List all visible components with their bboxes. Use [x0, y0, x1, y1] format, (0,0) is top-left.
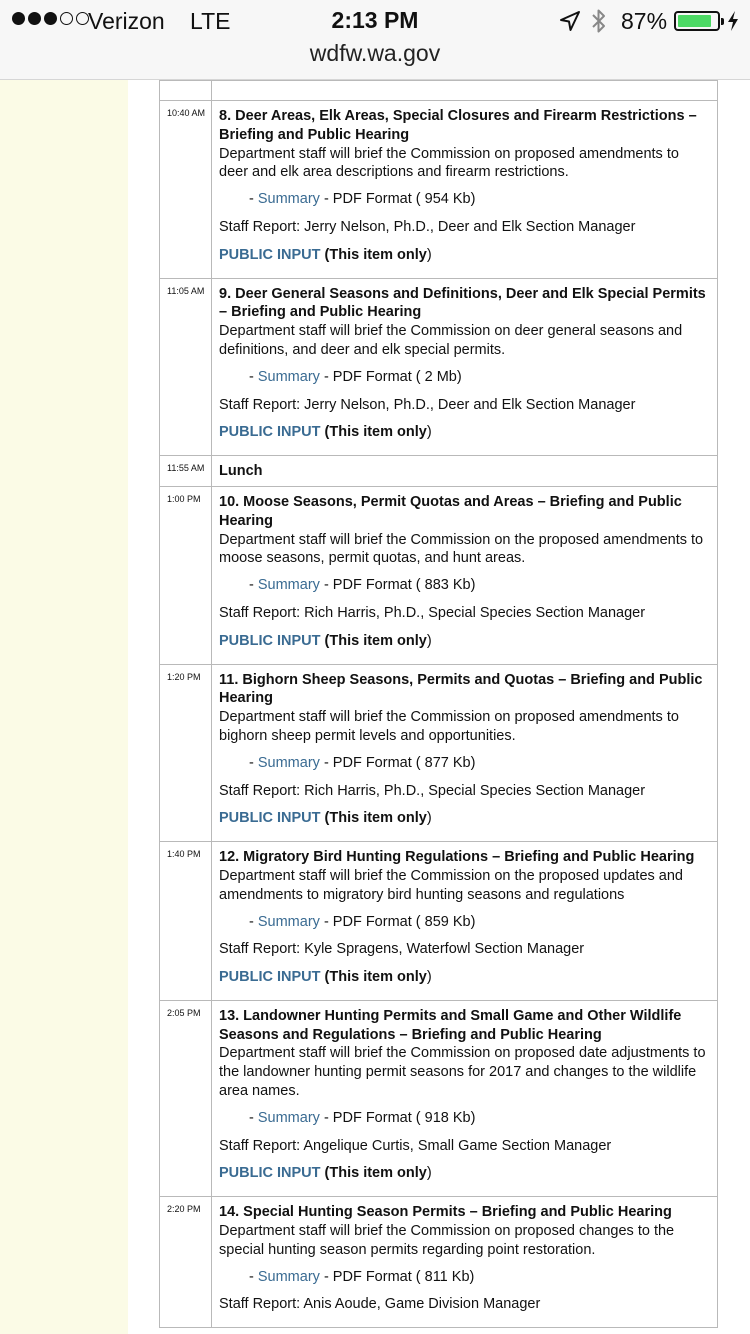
public-input-line — [219, 423, 711, 442]
public-input-link[interactable]: PUBLIC INPUT — [219, 424, 321, 441]
agenda-item-description: Department staff will brief the Commission on proposed date adjustments to the landowner hunting permit seasons for 2017 and changes to the wildlife area names. — [219, 1045, 706, 1100]
table-row — [160, 664, 718, 842]
public-input-link[interactable]: PUBLIC INPUT — [219, 246, 321, 263]
charging-bolt-icon — [726, 10, 740, 32]
staff-report: Staff Report: Rich Harris, Ph.D., Special Species Section Manager — [219, 604, 646, 621]
staff-report: Staff Report: Angelique Curtis, Small Game Section Manager — [219, 1137, 612, 1154]
public-input-close: ) — [426, 424, 432, 441]
public-input-link[interactable]: PUBLIC INPUT — [219, 810, 321, 827]
summary-format: - PDF Format ( 877 Kb) — [323, 754, 476, 771]
public-input-close: ) — [426, 969, 432, 986]
agenda-item-description: Department staff will brief the Commission on proposed changes to the special hunting season permits regarding point restoration. — [219, 1223, 675, 1258]
public-input-line — [219, 809, 711, 828]
public-input-note: (This item only — [324, 810, 427, 827]
public-input-note: (This item only — [324, 424, 427, 441]
table-row — [160, 842, 718, 1001]
public-input-note: (This item only — [324, 246, 427, 263]
agenda-item-title: 13. Landowner Hunting Permits and Small Game and Other Wildlife Seasons and Regulations – Briefing and Public Hearing — [219, 1007, 682, 1043]
public-input-link[interactable]: PUBLIC INPUT — [219, 1165, 321, 1182]
table-row — [160, 278, 718, 456]
table-row-partial — [160, 81, 718, 101]
summary-format: - PDF Format ( 859 Kb) — [323, 913, 476, 930]
agenda-item-description: Department staff will brief the Commission on deer general seasons and definitions, and deer and elk special permits. — [219, 323, 683, 358]
agenda-item-content — [212, 456, 718, 487]
summary-link[interactable]: Summary — [257, 1109, 320, 1126]
public-input-line — [219, 246, 711, 265]
summary-format: - PDF Format ( 883 Kb) — [323, 577, 476, 594]
carrier-name: Verizon — [88, 8, 165, 34]
agenda-item-content — [212, 101, 718, 279]
public-input-close: ) — [426, 810, 432, 827]
agenda-item-description: Department staff will brief the Commission on the proposed updates and amendments to migratory bird hunting seasons and regulations — [219, 867, 683, 903]
address-bar[interactable]: wdfw.wa.gov — [309, 40, 441, 66]
agenda-item-title: 8. Deer Areas, Elk Areas, Special Closures and Firearm Restrictions – Briefing and Public Hearing — [219, 108, 697, 143]
summary-format: - PDF Format ( 918 Kb) — [323, 1109, 476, 1126]
agenda-item-content — [212, 278, 718, 456]
table-row — [160, 101, 718, 279]
agenda-item-content — [212, 664, 718, 842]
agenda-time: 2:05 PM — [160, 1000, 212, 1196]
public-input-close: ) — [426, 632, 432, 649]
agenda-item-description: Department staff will brief the Commission on proposed amendments to deer and elk area descriptions and firearm restrictions. — [219, 145, 679, 181]
page-left-margin — [0, 80, 128, 1334]
public-input-note: (This item only — [324, 1165, 427, 1182]
status-time: 2:13 PM — [331, 7, 419, 33]
public-input-note: (This item only — [324, 632, 427, 649]
agenda-item-title: 9. Deer General Seasons and Definitions, Deer and Elk Special Permits – Briefing and Public Hearing — [219, 285, 706, 321]
summary-dash: - — [249, 913, 258, 930]
summary-link[interactable]: Summary — [257, 1268, 320, 1285]
summary-line — [219, 368, 711, 387]
staff-report: Staff Report: Anis Aoude, Game Division Manager — [219, 1296, 541, 1313]
agenda-time: 2:20 PM — [160, 1197, 212, 1328]
agenda-item-title: 11. Bighorn Sheep Seasons, Permits and Quotas – Briefing and Public Hearing — [219, 671, 703, 707]
public-input-link[interactable]: PUBLIC INPUT — [219, 632, 321, 649]
staff-report: Staff Report: Jerry Nelson, Ph.D., Deer and Elk Section Manager — [219, 218, 636, 235]
network-type: LTE — [190, 8, 231, 34]
bluetooth-icon — [590, 7, 608, 35]
agenda-item-content — [212, 1000, 718, 1196]
agenda-time: 1:20 PM — [160, 664, 212, 842]
summary-format: - PDF Format ( 811 Kb) — [323, 1268, 475, 1285]
summary-format: - PDF Format ( 954 Kb) — [323, 191, 476, 208]
table-row — [160, 1000, 718, 1196]
agenda-item-title: 10. Moose Seasons, Permit Quotas and Areas – Briefing and Public Hearing — [219, 493, 682, 529]
location-arrow-icon — [559, 10, 581, 32]
summary-line — [219, 1109, 711, 1128]
agenda-time: 1:00 PM — [160, 486, 212, 664]
battery-percent: 87% — [621, 8, 668, 34]
agenda-time: 10:40 AM — [160, 101, 212, 279]
agenda-item-title: 12. Migratory Bird Hunting Regulations – Briefing and Public Hearing — [219, 849, 695, 866]
summary-dash: - — [249, 754, 258, 771]
agenda-time: 11:05 AM — [160, 278, 212, 456]
agenda-item-title: Lunch — [219, 463, 263, 480]
summary-format: - PDF Format ( 2 Mb) — [323, 368, 462, 385]
browser-top-bar — [0, 0, 750, 80]
public-input-note: (This item only — [324, 969, 427, 986]
summary-line — [219, 576, 711, 595]
public-input-line — [219, 1164, 711, 1183]
public-input-line — [219, 632, 711, 651]
agenda-item-content — [212, 486, 718, 664]
staff-report: Staff Report: Jerry Nelson, Ph.D., Deer and Elk Section Manager — [219, 396, 636, 413]
summary-dash: - — [249, 1268, 258, 1285]
table-row — [160, 456, 718, 487]
agenda-time: 1:40 PM — [160, 842, 212, 1001]
summary-line — [219, 1268, 711, 1287]
summary-dash: - — [249, 577, 258, 594]
agenda-table — [159, 80, 718, 1328]
staff-report: Staff Report: Rich Harris, Ph.D., Special Species Section Manager — [219, 782, 646, 799]
summary-dash: - — [249, 191, 258, 208]
public-input-line — [219, 968, 711, 987]
staff-report: Staff Report: Kyle Spragens, Waterfowl Section Manager — [219, 941, 585, 958]
summary-link[interactable]: Summary — [257, 913, 320, 930]
summary-link[interactable]: Summary — [257, 577, 320, 594]
summary-line — [219, 754, 711, 773]
agenda-time: 11:55 AM — [160, 456, 212, 487]
public-input-close: ) — [426, 246, 432, 263]
public-input-close: ) — [426, 1165, 432, 1182]
agenda-item-description: Department staff will brief the Commission on proposed amendments to bighorn sheep permit levels and opportunities. — [219, 709, 679, 744]
agenda-item-description: Department staff will brief the Commission on the proposed amendments to moose seasons, permit quotas, and hunt areas. — [219, 531, 704, 567]
agenda-item-title: 14. Special Hunting Season Permits – Briefing and Public Hearing — [219, 1204, 672, 1221]
battery-icon — [674, 11, 720, 31]
summary-dash: - — [249, 368, 258, 385]
public-input-link[interactable]: PUBLIC INPUT — [219, 969, 321, 986]
agenda-item-content — [212, 1197, 718, 1328]
summary-line — [219, 190, 711, 209]
table-row — [160, 486, 718, 664]
summary-dash: - — [249, 1109, 258, 1126]
summary-link[interactable]: Summary — [257, 754, 320, 771]
summary-link[interactable]: Summary — [257, 191, 320, 208]
status-bar — [0, 0, 750, 40]
summary-line — [219, 913, 711, 932]
agenda-item-content — [212, 842, 718, 1001]
table-row — [160, 1197, 718, 1328]
summary-link[interactable]: Summary — [257, 368, 320, 385]
